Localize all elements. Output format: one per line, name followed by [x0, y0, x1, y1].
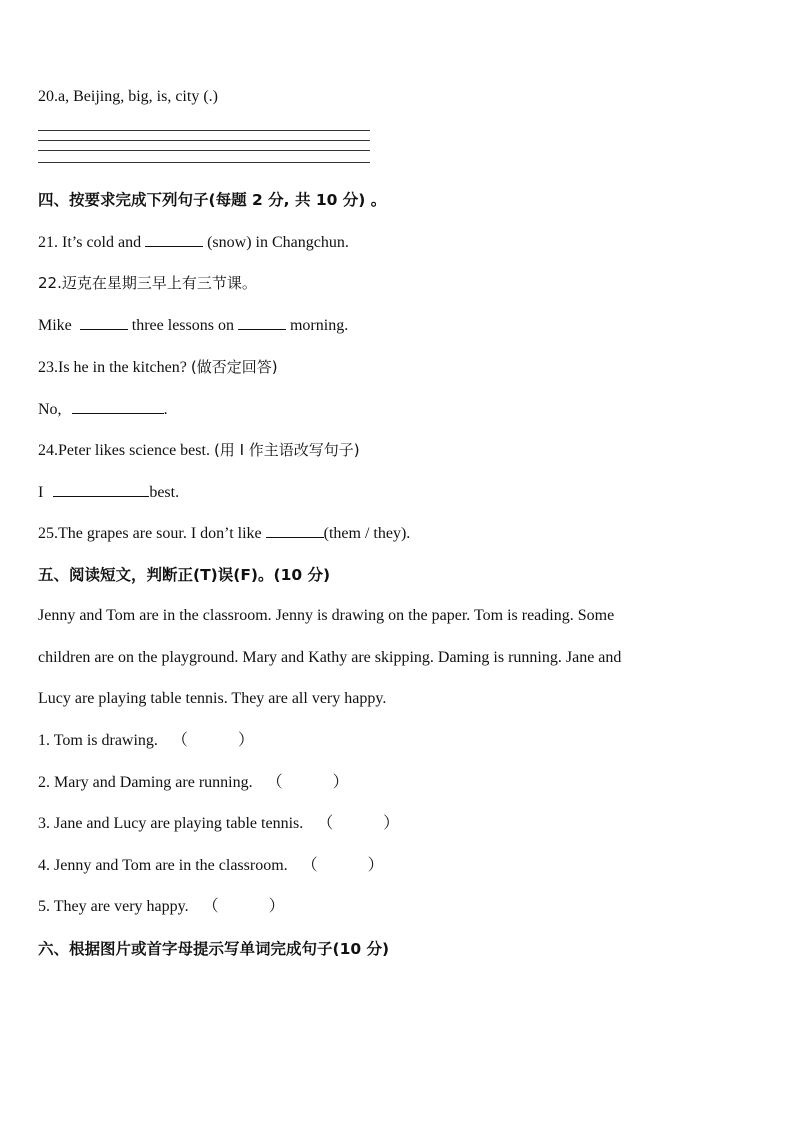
true-false-item	[38, 897, 285, 917]
true-false-item	[38, 856, 384, 876]
question-24-instruction: (用 I 作主语改写句子)	[213, 441, 360, 459]
question-22-middle: three lessons on	[127, 317, 238, 334]
question-23-prefix: No,	[38, 401, 66, 418]
question-24-english: 24.Peter likes science best.	[38, 442, 214, 459]
passage-line: Lucy are playing table tennis. They are all very happy.	[38, 690, 387, 707]
answer-blank[interactable]	[80, 315, 128, 330]
question-25	[38, 523, 410, 544]
question-20	[38, 87, 218, 107]
true-false-item	[38, 731, 254, 751]
section-6-heading: 六、根据图片或首字母提示写单词完成句子(10 分)	[38, 940, 390, 958]
section-4-heading: 四、按要求完成下列句子(每题 2 分, 共 10 分) 。	[38, 191, 387, 209]
question-25-suffix: (them / they).	[323, 525, 411, 542]
section-5-heading: 五、阅读短文，判断正(T)误(F)。(10 分)	[38, 566, 331, 584]
item-text: 2. Mary and Daming are running.	[38, 774, 253, 791]
answer-blank[interactable]	[238, 315, 286, 330]
true-false-item	[38, 773, 349, 793]
question-22-prefix: Mike	[38, 317, 76, 334]
true-false-item	[38, 814, 399, 834]
answer-bracket[interactable]: （ ）	[301, 857, 384, 874]
passage-line: children are on the playground. Mary and Kathy are skipping. Daming is running. Jane and	[38, 649, 622, 666]
question-23-suffix: .	[163, 401, 168, 418]
question-22-suffix: morning.	[285, 317, 349, 334]
question-21-prefix: 21. It’s cold and	[38, 234, 146, 251]
question-23-english: 23.Is he in the kitchen?	[38, 359, 191, 376]
question-23	[38, 357, 278, 378]
answer-bracket[interactable]: （ ）	[317, 815, 400, 832]
answer-bracket[interactable]: （ ）	[171, 732, 254, 749]
question-24-prefix: I	[38, 484, 48, 501]
question-23-answer	[38, 399, 168, 420]
item-text: 3. Jane and Lucy are playing table tennis.	[38, 815, 304, 832]
writing-line	[38, 130, 370, 131]
question-22-chinese: 22.迈克在星期三早上有三节课。	[38, 274, 257, 292]
question-21	[38, 232, 349, 253]
answer-blank[interactable]	[145, 232, 203, 247]
item-text: 5. They are very happy.	[38, 898, 189, 915]
question-20-text: 20.a, Beijing, big, is, city (.)	[38, 88, 218, 105]
answer-blank[interactable]	[72, 399, 164, 414]
question-21-suffix: (snow) in Changchun.	[207, 234, 349, 251]
writing-line	[38, 140, 370, 141]
answer-blank[interactable]	[266, 523, 324, 538]
question-23-instruction: (做否定回答)	[190, 358, 278, 376]
passage-line: Jenny and Tom are in the classroom. Jenny is drawing on the paper. Tom is reading. Some	[38, 607, 615, 624]
question-24-suffix: best.	[149, 484, 180, 501]
item-text: 1. Tom is drawing.	[38, 732, 158, 749]
question-22	[38, 315, 348, 336]
answer-bracket[interactable]: （ ）	[202, 898, 285, 915]
writing-line	[38, 162, 370, 163]
writing-line	[38, 150, 370, 151]
question-24	[38, 440, 360, 461]
question-25-prefix: 25.The grapes are sour. I don’t like	[38, 525, 266, 542]
answer-blank[interactable]	[53, 482, 149, 497]
answer-bracket[interactable]: （ ）	[266, 774, 349, 791]
item-text: 4. Jenny and Tom are in the classroom.	[38, 857, 288, 874]
question-24-answer	[38, 482, 179, 503]
